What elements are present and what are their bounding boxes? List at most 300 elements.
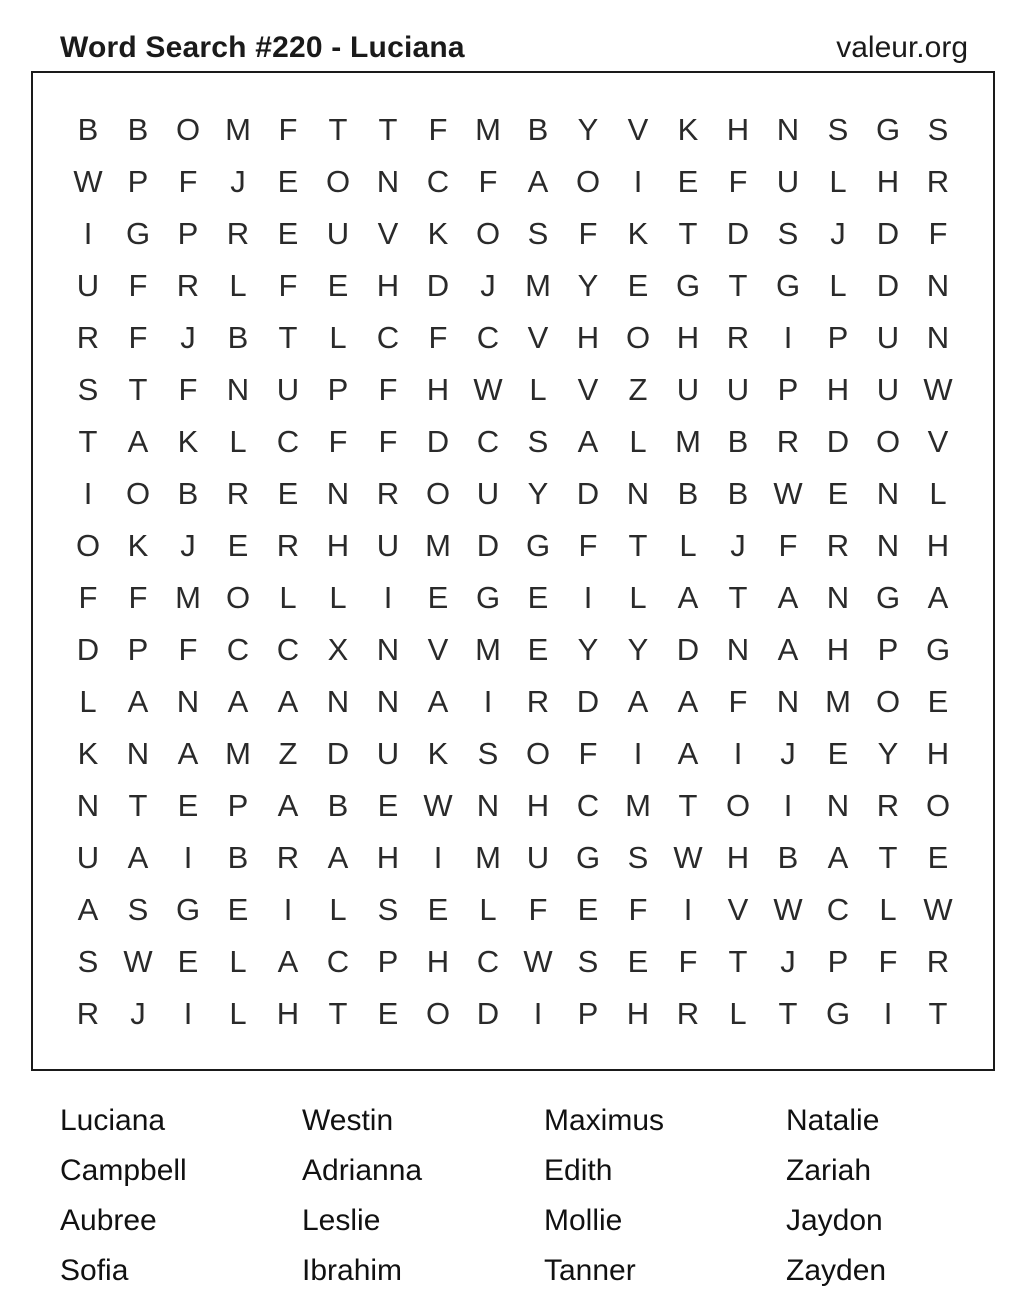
grid-cell[interactable]: I [783,320,793,355]
grid-cell[interactable]: N [376,684,400,719]
grid-cell[interactable]: R [76,320,100,355]
grid-cell[interactable]: A [277,684,299,719]
grid-cell[interactable]: F [578,216,598,251]
grid-cell[interactable]: I [283,892,293,927]
grid-cell[interactable]: T [678,216,698,251]
grid-cell[interactable]: R [926,164,950,199]
grid-cell[interactable]: F [578,528,598,563]
grid-cell[interactable]: E [377,996,399,1031]
grid-cell[interactable]: P [227,788,249,823]
grid-cell[interactable]: U [276,372,300,407]
grid-cell[interactable]: E [277,216,299,251]
grid-cell[interactable]: S [477,736,499,771]
grid-cell[interactable]: N [776,684,800,719]
grid-cell[interactable]: A [227,684,249,719]
grid-cell[interactable]: C [276,632,300,667]
grid-cell[interactable]: A [527,164,549,199]
grid-cell[interactable]: T [728,580,748,615]
grid-cell[interactable]: C [476,944,500,979]
grid-cell[interactable]: T [878,840,898,875]
grid-cell[interactable]: B [227,840,249,875]
grid-cell[interactable]: W [923,372,953,407]
grid-cell[interactable]: M [425,528,451,563]
grid-cell[interactable]: G [125,216,151,251]
grid-cell[interactable]: U [76,268,100,303]
grid-cell[interactable]: O [425,476,451,511]
grid-cell[interactable]: A [177,736,199,771]
grid-cell[interactable]: L [479,892,497,927]
grid-cell[interactable]: R [926,944,950,979]
grid-cell[interactable]: O [325,164,351,199]
grid-cell[interactable]: E [377,788,399,823]
grid-cell[interactable]: C [476,320,500,355]
grid-cell[interactable]: C [326,944,350,979]
grid-cell[interactable]: R [776,424,800,459]
grid-cell[interactable]: D [326,736,350,771]
grid-cell[interactable]: L [529,372,547,407]
grid-cell[interactable]: T [128,372,148,407]
grid-cell[interactable]: G [675,268,701,303]
grid-cell[interactable]: U [76,840,100,875]
grid-cell[interactable]: E [527,580,549,615]
grid-cell[interactable]: S [927,112,949,147]
grid-cell[interactable]: V [927,424,949,459]
grid-cell[interactable]: H [926,736,950,771]
grid-cell[interactable]: B [327,788,349,823]
grid-cell[interactable]: R [526,684,550,719]
grid-cell[interactable]: A [427,684,449,719]
grid-cell[interactable]: V [377,216,399,251]
grid-cell[interactable]: W [773,892,803,927]
grid-cell[interactable]: Y [577,112,599,147]
grid-cell[interactable]: N [126,736,150,771]
grid-cell[interactable]: F [128,320,148,355]
grid-cell[interactable]: C [226,632,250,667]
grid-cell[interactable]: L [79,684,97,719]
grid-cell[interactable]: F [128,580,148,615]
grid-cell[interactable]: F [328,424,348,459]
grid-cell[interactable]: S [827,112,849,147]
grid-cell[interactable]: R [376,476,400,511]
grid-cell[interactable]: N [726,632,750,667]
grid-cell[interactable]: M [225,736,251,771]
grid-cell[interactable]: M [475,632,501,667]
grid-cell[interactable]: I [483,684,493,719]
grid-cell[interactable]: C [476,424,500,459]
grid-cell[interactable]: J [780,944,796,979]
grid-cell[interactable]: Y [877,736,899,771]
grid-cell[interactable]: U [876,372,900,407]
grid-cell[interactable]: D [826,424,850,459]
grid-cell[interactable]: T [78,424,98,459]
grid-cell[interactable]: L [229,424,247,459]
grid-cell[interactable]: J [830,216,846,251]
grid-cell[interactable]: W [523,944,553,979]
grid-cell[interactable]: B [677,476,699,511]
grid-cell[interactable]: N [926,268,950,303]
grid-cell[interactable]: N [876,476,900,511]
grid-cell[interactable]: A [127,840,149,875]
grid-cell[interactable]: F [728,684,748,719]
grid-cell[interactable]: V [577,372,599,407]
grid-cell[interactable]: E [177,788,199,823]
grid-cell[interactable]: R [726,320,750,355]
grid-cell[interactable]: B [77,112,99,147]
grid-cell[interactable]: U [476,476,500,511]
grid-cell[interactable]: L [829,268,847,303]
grid-cell[interactable]: J [180,528,196,563]
grid-cell[interactable]: I [633,164,643,199]
grid-cell[interactable]: L [329,320,347,355]
grid-cell[interactable]: A [677,580,699,615]
grid-cell[interactable]: F [78,580,98,615]
grid-cell[interactable]: H [326,528,350,563]
grid-cell[interactable]: B [177,476,199,511]
grid-cell[interactable]: P [177,216,199,251]
grid-cell[interactable]: L [929,476,947,511]
grid-cell[interactable]: J [780,736,796,771]
grid-cell[interactable]: S [77,372,99,407]
grid-cell[interactable]: I [783,788,793,823]
grid-cell[interactable]: F [378,424,398,459]
grid-cell[interactable]: T [328,112,348,147]
grid-cell[interactable]: M [175,580,201,615]
grid-cell[interactable]: N [626,476,650,511]
grid-cell[interactable]: L [629,580,647,615]
grid-cell[interactable]: K [127,528,149,563]
grid-cell[interactable]: J [730,528,746,563]
grid-cell[interactable]: V [427,632,449,667]
grid-cell[interactable]: G [875,112,901,147]
grid-cell[interactable]: D [576,684,600,719]
grid-cell[interactable]: D [876,216,900,251]
grid-cell[interactable]: F [278,268,298,303]
grid-cell[interactable]: L [329,580,347,615]
grid-cell[interactable]: W [123,944,153,979]
grid-cell[interactable]: F [678,944,698,979]
grid-cell[interactable]: O [225,580,251,615]
grid-cell[interactable]: E [927,840,949,875]
grid-cell[interactable]: D [426,268,450,303]
grid-cell[interactable]: N [876,528,900,563]
grid-cell[interactable]: I [883,996,893,1031]
grid-cell[interactable]: E [627,944,649,979]
grid-cell[interactable]: D [76,632,100,667]
grid-cell[interactable]: H [926,528,950,563]
grid-cell[interactable]: S [77,944,99,979]
grid-cell[interactable]: M [475,840,501,875]
grid-cell[interactable]: E [577,892,599,927]
grid-cell[interactable]: P [377,944,399,979]
grid-cell[interactable]: G [575,840,601,875]
grid-cell[interactable]: S [627,840,649,875]
grid-cell[interactable]: R [226,476,250,511]
grid-cell[interactable]: J [180,320,196,355]
grid-cell[interactable]: F [378,372,398,407]
grid-cell[interactable]: F [178,372,198,407]
grid-cell[interactable]: G [925,632,951,667]
grid-cell[interactable]: D [576,476,600,511]
grid-cell[interactable]: O [475,216,501,251]
grid-cell[interactable]: H [526,788,550,823]
grid-cell[interactable]: U [776,164,800,199]
grid-cell[interactable]: B [777,840,799,875]
grid-cell[interactable]: V [727,892,749,927]
grid-cell[interactable]: E [427,892,449,927]
grid-cell[interactable]: H [626,996,650,1031]
grid-cell[interactable]: B [227,320,249,355]
grid-cell[interactable]: A [277,788,299,823]
grid-cell[interactable]: L [229,268,247,303]
grid-cell[interactable]: L [629,424,647,459]
grid-cell[interactable]: D [726,216,750,251]
grid-cell[interactable]: H [276,996,300,1031]
grid-cell[interactable]: T [728,944,748,979]
grid-cell[interactable]: I [633,736,643,771]
grid-cell[interactable]: H [826,372,850,407]
grid-cell[interactable]: F [578,736,598,771]
grid-cell[interactable]: E [427,580,449,615]
grid-cell[interactable]: M [825,684,851,719]
grid-cell[interactable]: J [480,268,496,303]
grid-cell[interactable]: G [175,892,201,927]
grid-cell[interactable]: A [577,424,599,459]
grid-cell[interactable]: I [533,996,543,1031]
grid-cell[interactable]: E [827,736,849,771]
grid-cell[interactable]: F [878,944,898,979]
grid-cell[interactable]: N [176,684,200,719]
grid-cell[interactable]: F [278,112,298,147]
grid-cell[interactable]: I [383,580,393,615]
grid-cell[interactable]: F [178,164,198,199]
grid-cell[interactable]: U [526,840,550,875]
grid-cell[interactable]: D [426,424,450,459]
grid-cell[interactable]: B [527,112,549,147]
grid-cell[interactable]: H [726,840,750,875]
grid-cell[interactable]: I [733,736,743,771]
grid-cell[interactable]: G [825,996,851,1031]
grid-cell[interactable]: U [676,372,700,407]
grid-cell[interactable]: H [426,372,450,407]
grid-cell[interactable]: K [427,736,449,771]
grid-cell[interactable]: W [923,892,953,927]
grid-cell[interactable]: O [875,684,901,719]
grid-cell[interactable]: L [329,892,347,927]
grid-cell[interactable]: M [225,112,251,147]
grid-cell[interactable]: D [676,632,700,667]
grid-cell[interactable]: P [127,632,149,667]
grid-cell[interactable]: S [577,944,599,979]
grid-cell[interactable]: R [276,840,300,875]
grid-cell[interactable]: N [826,580,850,615]
grid-cell[interactable]: E [527,632,549,667]
grid-cell[interactable]: G [525,528,551,563]
grid-cell[interactable]: W [73,164,103,199]
grid-cell[interactable]: O [525,736,551,771]
grid-cell[interactable]: O [75,528,101,563]
grid-cell[interactable]: H [676,320,700,355]
grid-cell[interactable]: P [827,944,849,979]
grid-cell[interactable]: A [627,684,649,719]
grid-cell[interactable]: E [827,476,849,511]
grid-cell[interactable]: N [326,476,350,511]
grid-cell[interactable]: L [879,892,897,927]
grid-cell[interactable]: I [183,840,193,875]
grid-cell[interactable]: P [877,632,899,667]
grid-cell[interactable]: I [83,476,93,511]
grid-cell[interactable]: J [130,996,146,1031]
grid-cell[interactable]: K [627,216,649,251]
grid-cell[interactable]: O [125,476,151,511]
grid-cell[interactable]: W [673,840,703,875]
grid-cell[interactable]: S [527,424,549,459]
grid-cell[interactable]: U [376,736,400,771]
grid-cell[interactable]: D [476,996,500,1031]
grid-cell[interactable]: C [376,320,400,355]
grid-cell[interactable]: M [525,268,551,303]
grid-cell[interactable]: R [826,528,850,563]
grid-cell[interactable]: U [726,372,750,407]
grid-cell[interactable]: K [77,736,99,771]
grid-cell[interactable]: E [677,164,699,199]
grid-cell[interactable]: K [177,424,199,459]
grid-cell[interactable]: A [327,840,349,875]
grid-cell[interactable]: F [128,268,148,303]
grid-cell[interactable]: V [627,112,649,147]
grid-cell[interactable]: A [827,840,849,875]
grid-cell[interactable]: L [279,580,297,615]
grid-cell[interactable]: W [423,788,453,823]
grid-cell[interactable]: N [76,788,100,823]
grid-cell[interactable]: W [473,372,503,407]
grid-cell[interactable]: K [427,216,449,251]
grid-cell[interactable]: B [727,424,749,459]
grid-cell[interactable]: A [927,580,949,615]
grid-cell[interactable]: G [875,580,901,615]
grid-cell[interactable]: M [475,112,501,147]
grid-cell[interactable]: H [426,944,450,979]
grid-cell[interactable]: N [326,684,350,719]
grid-cell[interactable]: S [777,216,799,251]
grid-cell[interactable]: S [377,892,399,927]
grid-cell[interactable]: P [327,372,349,407]
grid-cell[interactable]: F [178,632,198,667]
grid-cell[interactable]: I [183,996,193,1031]
grid-cell[interactable]: A [677,736,699,771]
grid-cell[interactable]: C [826,892,850,927]
grid-cell[interactable]: K [677,112,699,147]
grid-cell[interactable]: O [575,164,601,199]
grid-cell[interactable]: T [778,996,798,1031]
grid-cell[interactable]: U [326,216,350,251]
grid-cell[interactable]: C [576,788,600,823]
grid-cell[interactable]: F [478,164,498,199]
grid-cell[interactable]: F [728,164,748,199]
grid-cell[interactable]: O [875,424,901,459]
grid-cell[interactable]: T [728,268,748,303]
grid-cell[interactable]: T [628,528,648,563]
grid-cell[interactable]: A [77,892,99,927]
grid-cell[interactable]: Y [577,632,599,667]
grid-cell[interactable]: R [226,216,250,251]
grid-cell[interactable]: N [226,372,250,407]
grid-cell[interactable]: C [276,424,300,459]
grid-cell[interactable]: Y [577,268,599,303]
grid-cell[interactable]: L [829,164,847,199]
grid-cell[interactable]: B [727,476,749,511]
grid-cell[interactable]: A [777,632,799,667]
grid-cell[interactable]: D [876,268,900,303]
grid-cell[interactable]: T [278,320,298,355]
grid-cell[interactable]: H [576,320,600,355]
grid-cell[interactable]: N [376,164,400,199]
grid-cell[interactable]: O [625,320,651,355]
grid-cell[interactable]: H [826,632,850,667]
grid-cell[interactable]: L [229,944,247,979]
grid-cell[interactable]: L [679,528,697,563]
grid-cell[interactable]: O [175,112,201,147]
grid-cell[interactable]: E [327,268,349,303]
grid-cell[interactable]: E [277,164,299,199]
grid-cell[interactable]: D [476,528,500,563]
grid-cell[interactable]: Z [628,372,648,407]
grid-cell[interactable]: A [777,580,799,615]
grid-cell[interactable]: S [527,216,549,251]
grid-cell[interactable]: I [683,892,693,927]
grid-cell[interactable]: F [428,320,448,355]
grid-cell[interactable]: P [577,996,599,1031]
grid-cell[interactable]: Y [527,476,549,511]
grid-cell[interactable]: U [876,320,900,355]
grid-cell[interactable]: W [773,476,803,511]
grid-cell[interactable]: T [378,112,398,147]
grid-cell[interactable]: P [777,372,799,407]
grid-cell[interactable]: E [927,684,949,719]
grid-cell[interactable]: E [177,944,199,979]
grid-cell[interactable]: C [426,164,450,199]
grid-cell[interactable]: R [76,996,100,1031]
grid-cell[interactable]: O [425,996,451,1031]
grid-cell[interactable]: O [725,788,751,823]
grid-cell[interactable]: Y [627,632,649,667]
grid-cell[interactable]: F [928,216,948,251]
grid-cell[interactable]: J [230,164,246,199]
grid-cell[interactable]: N [826,788,850,823]
grid-cell[interactable]: A [277,944,299,979]
grid-cell[interactable]: E [227,892,249,927]
grid-cell[interactable]: E [627,268,649,303]
grid-cell[interactable]: S [127,892,149,927]
grid-cell[interactable]: I [433,840,443,875]
grid-cell[interactable]: F [628,892,648,927]
grid-cell[interactable]: T [328,996,348,1031]
grid-cell[interactable]: A [677,684,699,719]
grid-cell[interactable]: T [928,996,948,1031]
grid-cell[interactable]: M [675,424,701,459]
grid-cell[interactable]: H [376,268,400,303]
grid-cell[interactable]: P [127,164,149,199]
grid-cell[interactable]: X [327,632,349,667]
grid-cell[interactable]: M [625,788,651,823]
grid-cell[interactable]: V [527,320,549,355]
grid-cell[interactable]: H [876,164,900,199]
grid-cell[interactable]: R [276,528,300,563]
grid-cell[interactable]: P [827,320,849,355]
grid-cell[interactable]: F [428,112,448,147]
grid-cell[interactable]: E [227,528,249,563]
grid-cell[interactable]: T [678,788,698,823]
grid-cell[interactable]: R [676,996,700,1031]
